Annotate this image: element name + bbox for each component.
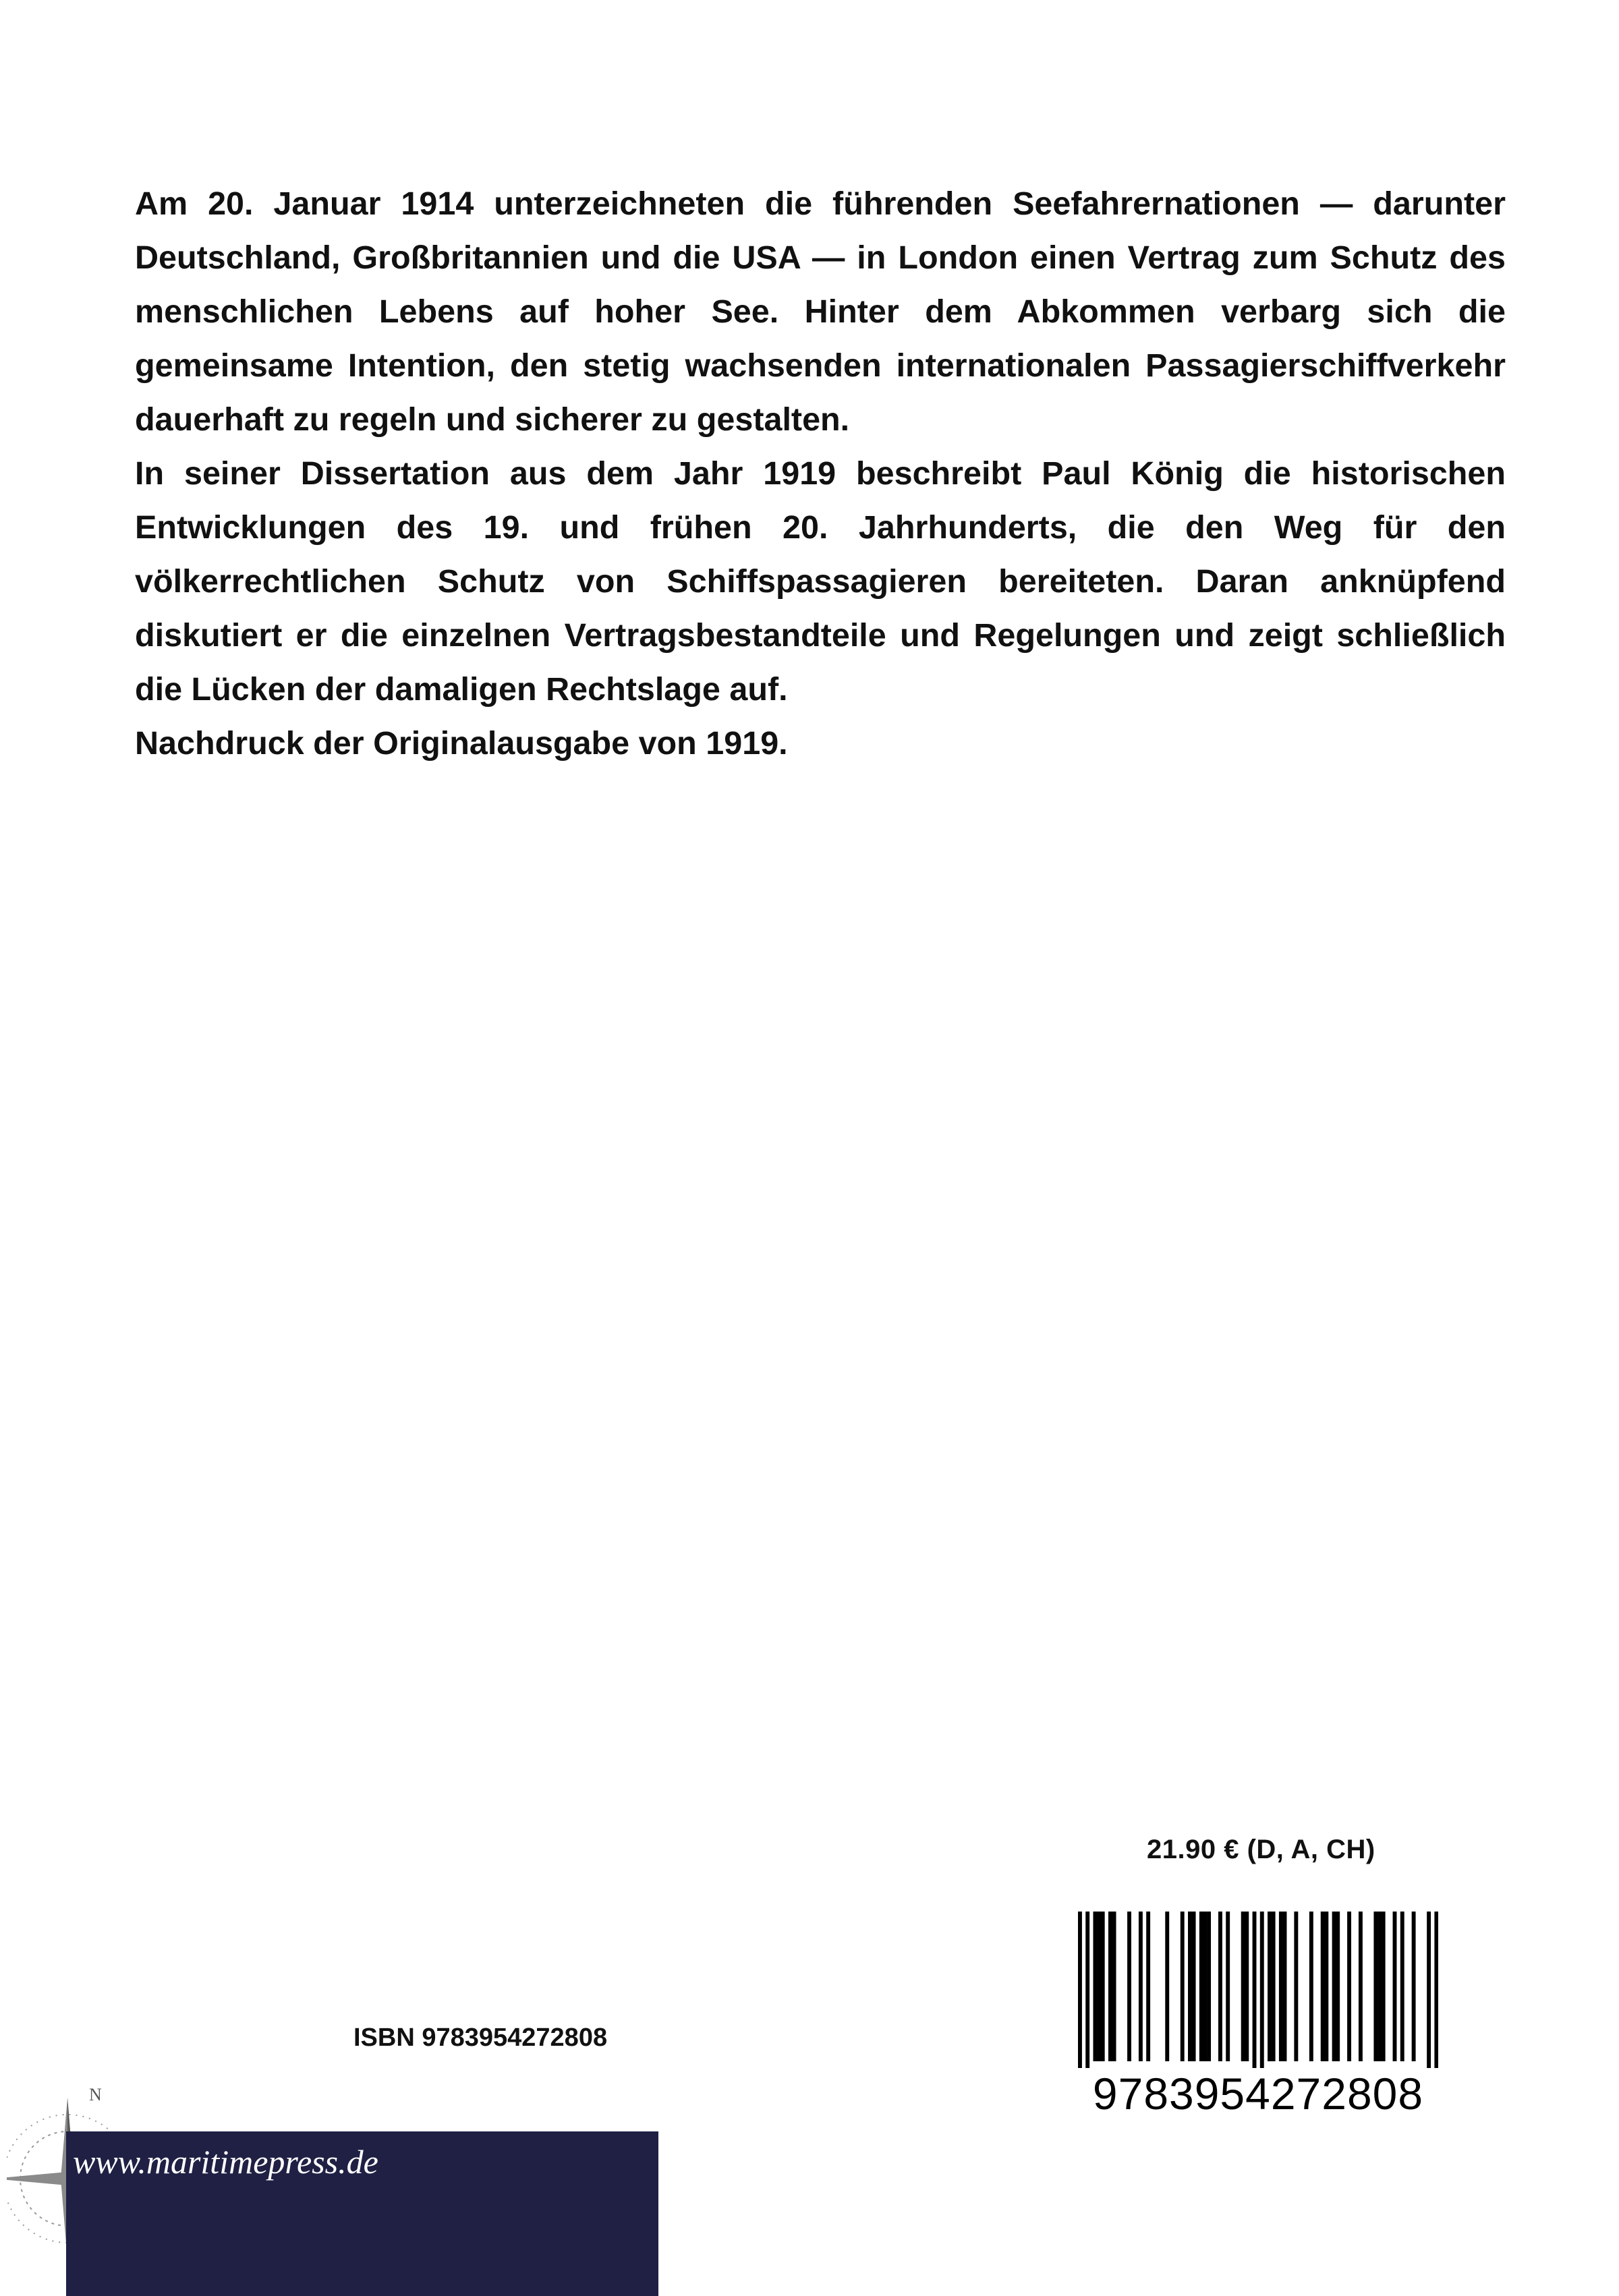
barcode-bar (1139, 1912, 1143, 2061)
barcode-bar (1181, 1912, 1185, 2061)
barcode-number: 9783954272808 (1092, 2069, 1424, 2119)
barcode-bar (1199, 1912, 1203, 2061)
barcode-bar (1241, 1912, 1245, 2061)
barcode-bar (1188, 1912, 1192, 2061)
blurb-paragraph-3: Nachdruck der Originalausgabe von 1919. (135, 725, 788, 762)
barcode-bar (1279, 1912, 1283, 2061)
barcode-bar (1108, 1912, 1112, 2061)
barcode-bar (1097, 1912, 1101, 2061)
barcode-bar (1226, 1912, 1230, 2061)
barcode-bar (1101, 1912, 1105, 2061)
barcode-bar (1283, 1912, 1287, 2061)
barcode (1066, 1901, 1450, 2130)
barcode-bar (1321, 1912, 1325, 2061)
barcode-bar (1393, 1912, 1397, 2061)
isbn-label: ISBN 9783954272808 (353, 2024, 608, 2052)
barcode-bar (1165, 1912, 1169, 2061)
barcode-bar (1112, 1912, 1116, 2061)
barcode-bar (1332, 1912, 1336, 2061)
barcode-bar (1434, 1912, 1438, 2068)
barcode-bar (1347, 1912, 1351, 2061)
blurb-paragraph-2: In seiner Dissertation aus dem Jahr 1919 beschreibt Paul König die historischen Entwicklungen des 19. und frühen 20. Jahrhunderts, die den Weg für den völkerrechtlichen Schutz von Schiffspassagieren bereiteten. Daran anknüpfend diskutiert er die einzelnen Vertragsbestandteile und Regelungen und zeigt schließlich die Lücken der damaligen Rechtslage auf. (135, 455, 1506, 708)
barcode-bar (1127, 1912, 1131, 2061)
barcode-bar (1093, 1912, 1097, 2061)
barcode-bar (1373, 1912, 1377, 2061)
barcode-bar (1260, 1912, 1264, 2068)
price-label: 21.90 € (D, A, CH) (1147, 1835, 1375, 1864)
barcode-bar (1359, 1912, 1363, 2061)
barcode-bar (1245, 1912, 1249, 2061)
barcode-bar (1192, 1912, 1196, 2061)
barcode-bar (1427, 1912, 1431, 2068)
barcode-bar (1377, 1912, 1382, 2061)
barcode-bar (1078, 1912, 1082, 2068)
barcode-bar (1268, 1912, 1272, 2061)
svg-text:N: N (89, 2085, 102, 2104)
publisher-url[interactable]: www.maritimepress.de (73, 2143, 378, 2181)
blurb-paragraph-1: Am 20. Januar 1914 unterzeichneten die führenden Seefahrernationen — darunter Deutschland, Großbritannien und die USA — in London einen Vertrag zum Schutz des menschlichen Lebens auf hoher See. Hinter dem Abkommen verbarg sich die gemeinsame Intention, den stetig wachsenden internationalen Passagierschiffverkehr dauerhaft zu regeln und sicherer zu gestalten. (135, 185, 1506, 438)
barcode-bar (1294, 1912, 1298, 2061)
barcode-bar (1218, 1912, 1222, 2061)
barcode-bar (1146, 1912, 1150, 2061)
barcode-bar (1085, 1912, 1089, 2068)
barcode-bar (1207, 1912, 1211, 2061)
barcode-bar (1412, 1912, 1416, 2061)
barcode-bar (1382, 1912, 1386, 2061)
barcode-bars (1078, 1912, 1438, 2068)
barcode-bar (1253, 1912, 1257, 2068)
barcode-bar (1309, 1912, 1313, 2061)
barcode-bar (1324, 1912, 1328, 2061)
barcode-bar (1400, 1912, 1404, 2061)
back-cover-blurb (135, 177, 1506, 770)
barcode-bar (1272, 1912, 1276, 2061)
barcode-bar (1203, 1912, 1207, 2061)
barcode-bar (1336, 1912, 1340, 2061)
